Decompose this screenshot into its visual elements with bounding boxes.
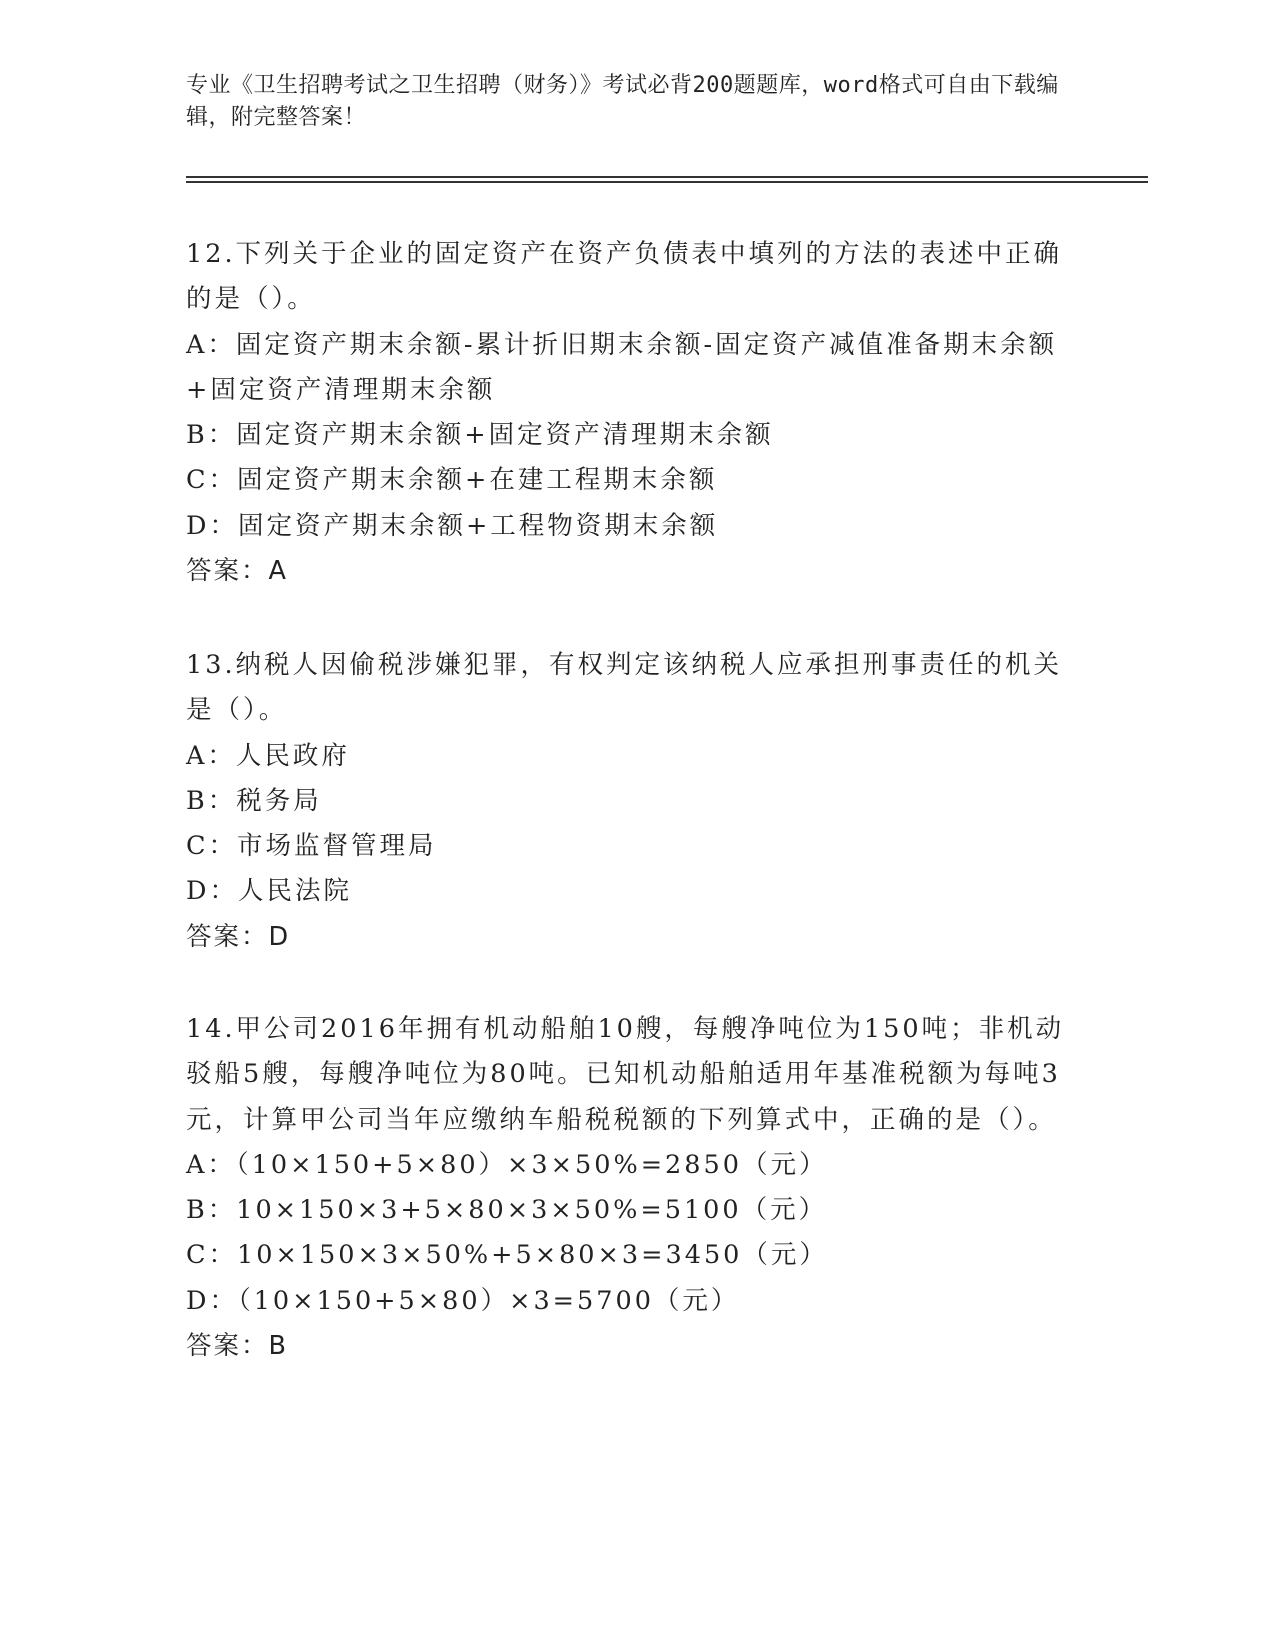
- answer-label: 答案：: [186, 1331, 269, 1362]
- question-stem: 14.甲公司2016年拥有机动船舶10艘，每艘净吨位为150吨；非机动驳船5艘，每艘净吨位为80吨。已知机动船舶适用年基准税额为每吨3元，计算甲公司当年应缴纳车船税税额的下列算式中，正确的是（）。: [186, 1014, 1065, 1135]
- question-12: [186, 232, 1066, 594]
- answer-line: [186, 549, 1066, 594]
- question-13: [186, 643, 1066, 960]
- option-a: A：人民政府: [186, 740, 350, 771]
- option-d: D：人民法院: [186, 876, 352, 907]
- option-a: A：固定资产期末余额-累计折旧期末余额-固定资产减值准备期末余额+固定资产清理期末余额: [186, 329, 1058, 405]
- question-stem: 13.纳税人因偷税涉嫌犯罪，有权判定该纳税人应承担刑事责任的机关是（）。: [186, 650, 1063, 726]
- question-14: [186, 1007, 1066, 1369]
- option-c: C：固定资产期末余额+在建工程期末余额: [186, 465, 718, 496]
- option-d: D：（10×150+5×80）×3=5700（元）: [186, 1285, 740, 1316]
- question-stem: 12.下列关于企业的固定资产在资产负债表中填列的方法的表述中正确的是（）。: [186, 239, 1063, 315]
- option-c: C：10×150×3×50%+5×80×3=3450（元）: [186, 1240, 828, 1271]
- option-c: C：市场监督管理局: [186, 831, 437, 862]
- answer-line: [186, 915, 1066, 960]
- option-d: D：固定资产期末余额+工程物资期末余额: [186, 510, 719, 541]
- header-divider-top: [186, 176, 1148, 178]
- option-a: A：（10×150+5×80）×3×50%=2850（元）: [186, 1149, 828, 1180]
- header-divider-bottom: [186, 181, 1148, 183]
- answer-label: 答案：: [186, 556, 269, 587]
- answer-value: B: [268, 1331, 289, 1362]
- answer-value: A: [268, 556, 288, 587]
- option-b: B：税务局: [186, 785, 322, 816]
- answer-label: 答案：: [186, 921, 269, 952]
- option-b: B：固定资产期末余额+固定资产清理期末余额: [186, 420, 774, 451]
- option-b: B：10×150×3+5×80×3×50%=5100（元）: [186, 1195, 828, 1226]
- document-header: 专业《卫生招聘考试之卫生招聘（财务）》考试必背200题题库，word格式可自由下载编辑，附完整答案！: [186, 73, 1059, 130]
- answer-value: D: [268, 921, 291, 952]
- answer-line: [186, 1324, 1066, 1369]
